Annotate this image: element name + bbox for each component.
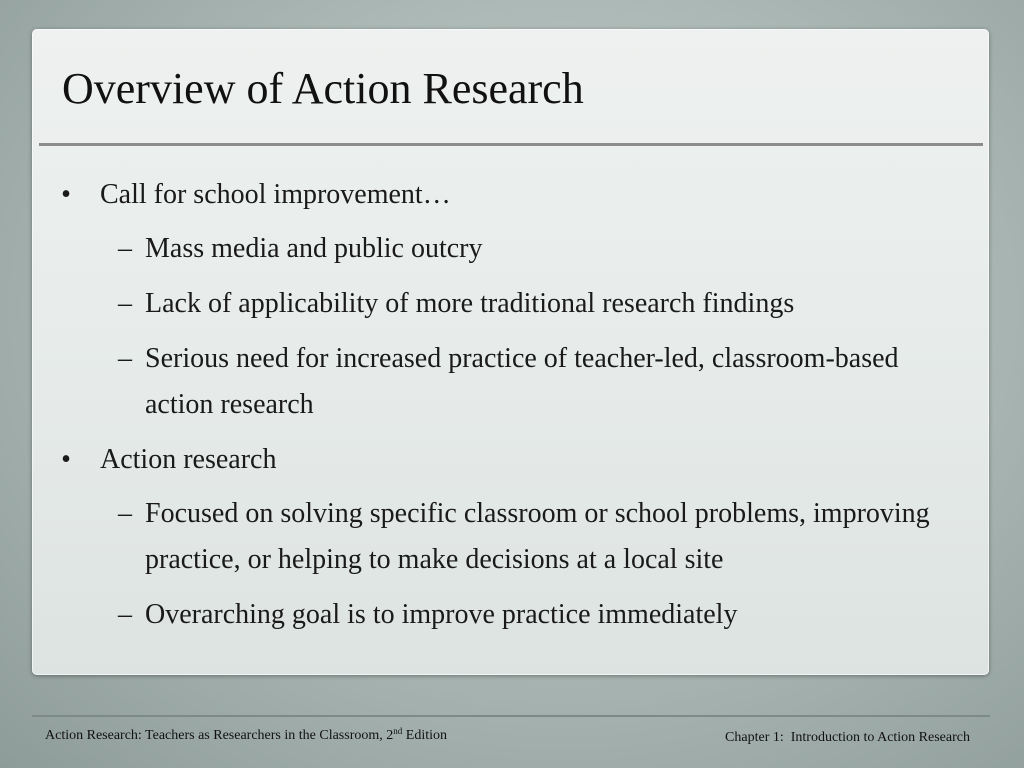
edition-suffix: Edition xyxy=(402,728,447,743)
sub-bullet-item xyxy=(56,592,956,638)
sub-bullet-marker: – xyxy=(118,233,132,264)
slide-content xyxy=(56,172,956,647)
sub-bullet-marker: – xyxy=(118,599,132,630)
edition-superscript: nd xyxy=(393,726,403,736)
sub-bullet-text: Overarching goal is to improve practice immediately xyxy=(145,599,738,630)
footer-chapter: Chapter 1: Introduction to Action Research xyxy=(725,730,970,745)
sub-bullet-item xyxy=(56,226,956,272)
bullet-item xyxy=(56,437,956,483)
sub-bullet-item xyxy=(56,281,956,327)
bullet-text: Action research xyxy=(100,444,277,475)
sub-bullet-text: Lack of applicability of more traditional research findings xyxy=(145,288,795,319)
sub-bullet-item xyxy=(56,336,956,428)
slide-title: Overview of Action Research xyxy=(62,64,584,113)
footer-divider xyxy=(32,715,990,717)
book-title-text: Action Research: Teachers as Researchers in the Classroom, 2 xyxy=(45,728,394,743)
slide-panel xyxy=(32,29,989,675)
sub-bullet-marker: – xyxy=(118,498,132,529)
bullet-marker: • xyxy=(61,179,71,210)
title-divider xyxy=(39,143,983,146)
bullet-marker: • xyxy=(61,444,71,475)
sub-bullet-marker: – xyxy=(118,343,132,374)
footer-book-title xyxy=(45,726,447,744)
sub-bullet-text: Mass media and public outcry xyxy=(145,233,483,264)
bullet-text: Call for school improvement… xyxy=(100,179,451,210)
sub-bullet-text: Serious need for increased practice of teacher-led, classroom-based action research xyxy=(145,343,899,420)
sub-bullet-marker: – xyxy=(118,288,132,319)
bullet-item xyxy=(56,172,956,218)
sub-bullet-item xyxy=(56,491,956,583)
sub-bullet-text: Focused on solving specific classroom or school problems, improving practice, or helping to make decisions at a local site xyxy=(145,498,930,575)
